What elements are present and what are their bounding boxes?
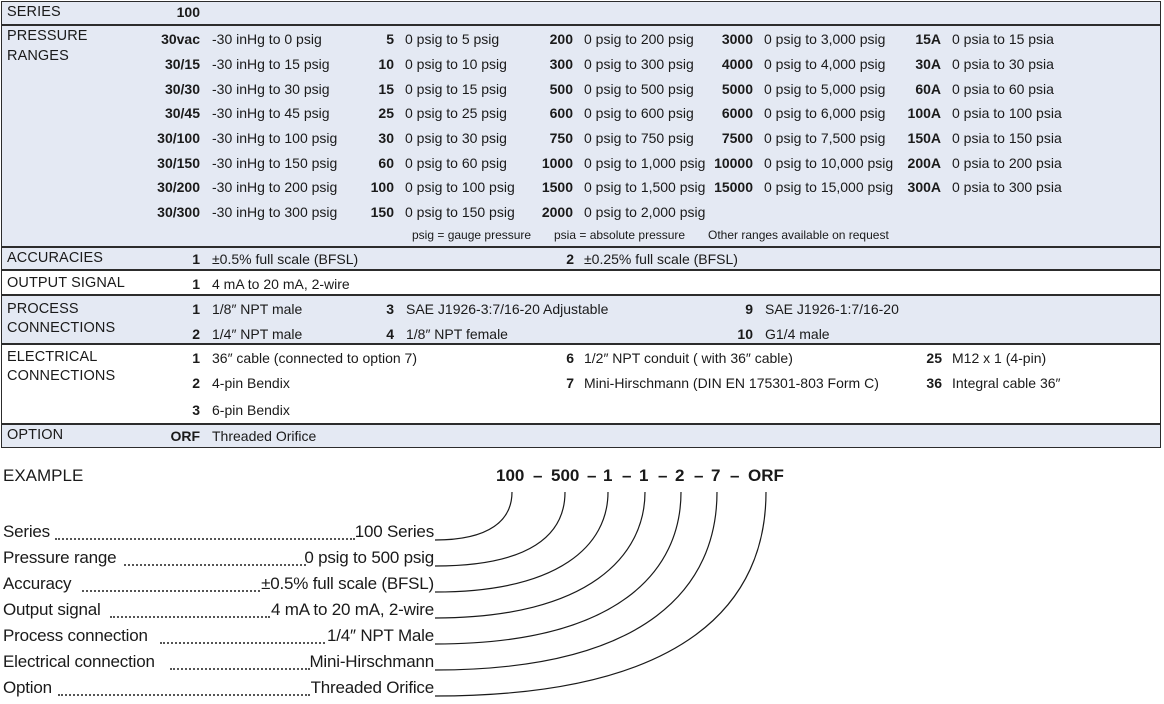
pressure-range-code: 150 bbox=[370, 204, 394, 220]
accuracies-label: ACCURACIES bbox=[7, 250, 104, 266]
process-code: 9 bbox=[745, 301, 753, 317]
connector-accuracy bbox=[435, 492, 608, 592]
pressure-range-code: 60 bbox=[378, 155, 394, 171]
output-code: 1 bbox=[192, 276, 200, 292]
pressure-range-text: 0 psia to 30 psia bbox=[952, 56, 1054, 72]
accuracy-code: 1 bbox=[192, 251, 200, 267]
pressure-range-code: 600 bbox=[549, 105, 573, 121]
pressure-range-text: 0 psig to 3,000 psig bbox=[764, 31, 886, 47]
electrical-code: 36 bbox=[926, 375, 942, 391]
electrical-label-line1: ELECTRICAL bbox=[7, 349, 98, 365]
pressure-range-text: 0 psig to 7,500 psig bbox=[764, 130, 886, 146]
pressure-range-code: 6000 bbox=[721, 105, 753, 121]
process-text: 1/4″ NPT male bbox=[212, 326, 303, 342]
pressure-range-text: -30 inHg to 0 psig bbox=[212, 31, 322, 47]
pressure-range-code: 5000 bbox=[721, 81, 753, 97]
pressure-range-text: 0 psig to 150 psig bbox=[405, 204, 515, 220]
pressure-range-text: 0 psig to 1,000 psig bbox=[584, 155, 706, 171]
example-row-value: Threaded Orifice bbox=[310, 678, 434, 697]
pressure-range-code: 200 bbox=[549, 31, 573, 47]
process-text: G1/4 male bbox=[765, 326, 830, 342]
process-text: 1/8″ NPT male bbox=[212, 301, 303, 317]
pressure-range-code: 30/45 bbox=[164, 105, 200, 121]
pressure-range-code: 30vac bbox=[161, 31, 200, 47]
example-code-accuracy: 1 bbox=[603, 466, 613, 485]
pressure-range-text: 0 psia to 15 psia bbox=[952, 31, 1054, 47]
example-separator: – bbox=[694, 466, 704, 485]
pressure-range-code: 30/150 bbox=[157, 155, 200, 171]
pressure-range-code: 15000 bbox=[714, 179, 753, 195]
series-code: 100 bbox=[176, 4, 200, 20]
example-row-label: Pressure range bbox=[3, 548, 117, 567]
example-code-pressure: 500 bbox=[551, 466, 580, 485]
electrical-text: Mini-Hirschmann (DIN EN 175301-803 Form C) bbox=[584, 375, 879, 391]
pressure-range-text: -30 inHg to 30 psig bbox=[212, 81, 330, 97]
accuracy-code: 2 bbox=[566, 251, 574, 267]
series-label: SERIES bbox=[7, 4, 61, 20]
process-label-line1: PROCESS bbox=[7, 301, 79, 317]
pressure-label-line1: PRESSURE bbox=[7, 28, 88, 44]
connector-option bbox=[435, 492, 766, 696]
pressure-range-text: 0 psig to 10,000 psig bbox=[764, 155, 894, 171]
option-label: OPTION bbox=[7, 427, 64, 443]
process-text: SAE J1926-3:7/16-20 Adjustable bbox=[406, 301, 609, 317]
pressure-range-code: 30/30 bbox=[164, 81, 200, 97]
example-row-label: Option bbox=[3, 678, 52, 697]
pressure-range-text: 0 psia to 300 psia bbox=[952, 179, 1062, 195]
electrical-code: 3 bbox=[192, 402, 200, 418]
pressure-range-code: 1500 bbox=[541, 179, 573, 195]
pressure-range-text: 0 psig to 15,000 psig bbox=[764, 179, 894, 195]
electrical-text: 6-pin Bendix bbox=[212, 402, 290, 418]
pressure-range-code: 100A bbox=[907, 105, 941, 121]
pressure-range-text: -30 inHg to 300 psig bbox=[212, 204, 338, 220]
note-other-ranges: Other ranges available on request bbox=[708, 228, 889, 242]
example-separator: – bbox=[730, 466, 740, 485]
electrical-code: 1 bbox=[192, 350, 200, 366]
pressure-range-text: 0 psig to 5 psig bbox=[405, 31, 500, 47]
pressure-range-code: 7500 bbox=[721, 130, 753, 146]
pressure-range-text: 0 psig to 750 psig bbox=[584, 130, 694, 146]
process-code: 1 bbox=[192, 301, 200, 317]
pressure-range-text: 0 psig to 10 psig bbox=[405, 56, 507, 72]
option-code: ORF bbox=[170, 428, 200, 444]
example-code-electrical: 7 bbox=[711, 466, 721, 485]
pressure-range-code: 300 bbox=[549, 56, 573, 72]
pressure-range-text: 0 psig to 4,000 psig bbox=[764, 56, 886, 72]
example-row-label: Accuracy bbox=[3, 574, 72, 593]
pressure-range-text: -30 inHg to 100 psig bbox=[212, 130, 338, 146]
example-row-label: Process connection bbox=[3, 626, 148, 645]
pressure-range-text: 0 psig to 15 psig bbox=[405, 81, 507, 97]
pressure-range-code: 30/100 bbox=[157, 130, 200, 146]
example-row-label: Output signal bbox=[3, 600, 101, 619]
process-text: 1/8″ NPT female bbox=[406, 326, 508, 342]
pressure-range-code: 60A bbox=[915, 81, 941, 97]
example-separator: – bbox=[533, 466, 543, 485]
process-code: 2 bbox=[192, 326, 200, 342]
pressure-range-text: -30 inHg to 200 psig bbox=[212, 179, 338, 195]
pressure-range-text: 0 psig to 25 psig bbox=[405, 105, 507, 121]
pressure-range-text: 0 psig to 200 psig bbox=[584, 31, 694, 47]
example-row-value: 0 psig to 500 psig bbox=[304, 548, 434, 567]
pressure-range-text: 0 psig to 300 psig bbox=[584, 56, 694, 72]
process-label-line2: CONNECTIONS bbox=[7, 320, 116, 336]
pressure-range-code: 10 bbox=[378, 56, 394, 72]
pressure-range-text: 0 psig to 600 psig bbox=[584, 105, 694, 121]
example-row-value: ±0.5% full scale (BFSL) bbox=[261, 574, 434, 593]
process-text: SAE J1926-1:7/16-20 bbox=[765, 301, 899, 317]
electrical-text: 4-pin Bendix bbox=[212, 375, 290, 391]
pressure-range-code: 10000 bbox=[714, 155, 753, 171]
example-code-process: 2 bbox=[675, 466, 685, 485]
example-code-series: 100 bbox=[496, 466, 525, 485]
pressure-range-code: 30/300 bbox=[157, 204, 200, 220]
example-separator: – bbox=[658, 466, 668, 485]
example-row-value: Mini-Hirschmann bbox=[309, 652, 434, 671]
electrical-text: M12 x 1 (4-pin) bbox=[952, 350, 1047, 366]
electrical-text: 36″ cable (connected to option 7) bbox=[212, 350, 417, 366]
process-code: 4 bbox=[386, 326, 394, 342]
pressure-range-text: -30 inHg to 150 psig bbox=[212, 155, 338, 171]
pressure-range-code: 15A bbox=[915, 31, 941, 47]
pressure-range-code: 15 bbox=[378, 81, 394, 97]
pressure-range-text: -30 inHg to 15 psig bbox=[212, 56, 330, 72]
example-row-value: 100 Series bbox=[354, 522, 434, 541]
electrical-code: 25 bbox=[926, 350, 942, 366]
pressure-range-code: 500 bbox=[549, 81, 573, 97]
pressure-range-code: 1000 bbox=[541, 155, 573, 171]
pressure-range-code: 30/200 bbox=[157, 179, 200, 195]
electrical-label-line2: CONNECTIONS bbox=[7, 368, 116, 384]
pressure-range-code: 30 bbox=[378, 130, 394, 146]
pressure-range-code: 30/15 bbox=[164, 56, 200, 72]
pressure-label-line2: RANGES bbox=[7, 48, 69, 64]
electrical-text: Integral cable 36″ bbox=[952, 375, 1061, 391]
output-text: 4 mA to 20 mA, 2-wire bbox=[212, 276, 350, 292]
example-row-label: Series bbox=[3, 522, 50, 541]
pressure-range-text: 0 psig to 2,000 psig bbox=[584, 204, 706, 220]
pressure-range-text: 0 psig to 30 psig bbox=[405, 130, 507, 146]
note-psig: psig = gauge pressure bbox=[412, 228, 532, 242]
pressure-range-text: -30 inHg to 45 psig bbox=[212, 105, 330, 121]
electrical-text: 1/2″ NPT conduit ( with 36″ cable) bbox=[584, 350, 793, 366]
pressure-range-code: 4000 bbox=[721, 56, 753, 72]
pressure-range-text: 0 psig to 100 psig bbox=[405, 179, 515, 195]
connector-pressure bbox=[435, 492, 565, 566]
connector-output bbox=[435, 492, 645, 618]
example-title: EXAMPLE bbox=[3, 466, 84, 485]
electrical-code: 7 bbox=[566, 375, 574, 391]
accuracy-text: ±0.25% full scale (BFSL) bbox=[584, 251, 738, 267]
pressure-range-code: 200A bbox=[907, 155, 941, 171]
pressure-range-code: 25 bbox=[378, 105, 394, 121]
accuracy-text: ±0.5% full scale (BFSL) bbox=[212, 251, 359, 267]
pressure-range-code: 100 bbox=[370, 179, 394, 195]
note-psia: psia = absolute pressure bbox=[554, 228, 686, 242]
example-row-value: 1/4″ NPT Male bbox=[326, 626, 434, 645]
pressure-range-code: 3000 bbox=[721, 31, 753, 47]
electrical-code: 6 bbox=[566, 350, 574, 366]
pressure-range-text: 0 psig to 1,500 psig bbox=[584, 179, 706, 195]
pressure-range-code: 2000 bbox=[541, 204, 573, 220]
process-code: 3 bbox=[386, 301, 394, 317]
pressure-range-text: 0 psia to 60 psia bbox=[952, 81, 1054, 97]
pressure-range-code: 150A bbox=[907, 130, 941, 146]
pressure-range-text: 0 psig to 500 psig bbox=[584, 81, 694, 97]
example-separator: – bbox=[587, 466, 597, 485]
pressure-range-code: 750 bbox=[549, 130, 573, 146]
process-code: 10 bbox=[737, 326, 753, 342]
pressure-range-code: 5 bbox=[386, 31, 394, 47]
output-label: OUTPUT SIGNAL bbox=[7, 275, 125, 291]
pressure-range-text: 0 psia to 100 psia bbox=[952, 105, 1062, 121]
pressure-range-text: 0 psig to 60 psig bbox=[405, 155, 507, 171]
option-text: Threaded Orifice bbox=[212, 428, 317, 444]
pressure-range-code: 30A bbox=[915, 56, 941, 72]
pressure-range-text: 0 psig to 5,000 psig bbox=[764, 81, 886, 97]
pressure-range-text: 0 psia to 200 psia bbox=[952, 155, 1062, 171]
connector-series bbox=[435, 492, 512, 540]
pressure-range-code: 300A bbox=[907, 179, 941, 195]
example-code-output: 1 bbox=[639, 466, 649, 485]
pressure-range-text: 0 psia to 150 psia bbox=[952, 130, 1062, 146]
electrical-code: 2 bbox=[192, 375, 200, 391]
example-row-value: 4 mA to 20 mA, 2-wire bbox=[270, 600, 434, 619]
example-separator: – bbox=[622, 466, 632, 485]
example-row-label: Electrical connection bbox=[3, 652, 155, 671]
example-code-option: ORF bbox=[748, 466, 784, 485]
connector-electrical bbox=[435, 492, 717, 670]
pressure-range-text: 0 psig to 6,000 psig bbox=[764, 105, 886, 121]
